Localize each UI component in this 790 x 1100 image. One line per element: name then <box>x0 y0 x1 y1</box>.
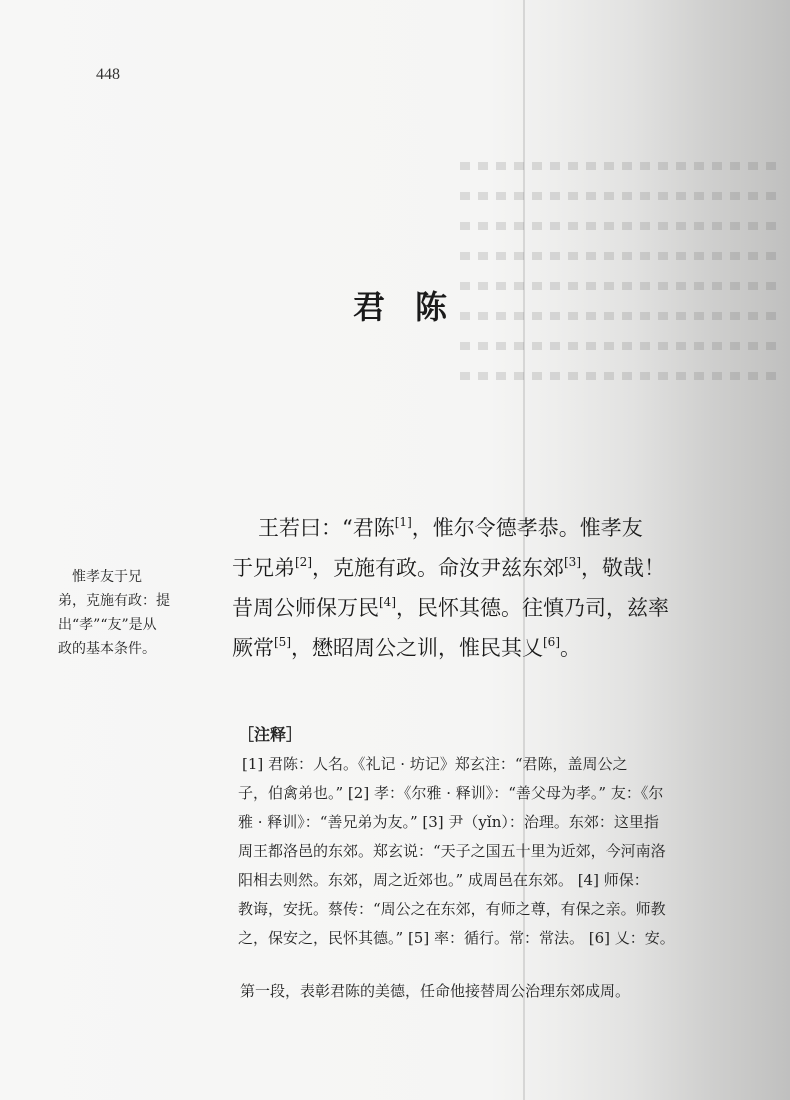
margin-note <box>58 565 182 661</box>
annotation-line: 之，保安之，民怀其德。” [5] 率：循行。常：常法。 [6] 乂：安。 <box>238 929 675 947</box>
chapter-title: 君陈 <box>352 288 477 326</box>
annotation-line: 雅 · 释训》：“善兄弟为友。” [3] 尹（yǐn）：治理。东郊：这里指 <box>238 813 659 831</box>
annotation-line: 周王都洛邑的东郊。郑玄说：“天子之国五十里为近郊，今河南洛 <box>238 842 666 860</box>
page-number: 448 <box>96 66 120 83</box>
annotation-line: [1] 君陈：人名。《礼记 · 坊记》郑玄注：“君陈，盖周公之 <box>242 755 628 773</box>
margin-note-line: 弟，克施有政：提 <box>58 593 170 609</box>
annotation-line: 阳相去则然。东郊，周之近郊也。” 成周邑在东郊。 [4] 师保： <box>238 871 649 889</box>
margin-note-line: 出“孝”“友”是从 <box>58 617 157 633</box>
main-text-line: 昔周公师保万民[4]，民怀其德。往慎乃司，兹率 <box>232 595 669 620</box>
annotations <box>238 750 688 953</box>
main-text-line: 王若曰：“君陈[1]，惟尔令德孝恭。惟孝友 <box>258 515 643 540</box>
annotation-line: 教诲，安抚。蔡传：“周公之在东郊，有师之尊，有保之亲。师教 <box>238 900 666 918</box>
annotation-line: 子，伯禽弟也。” [2] 孝：《尔雅 · 释训》：“善父母为孝。” 友：《尔 <box>238 784 664 802</box>
note-marker[interactable]: [2] <box>295 555 312 569</box>
note-marker[interactable]: [5] <box>274 635 291 649</box>
paragraph-summary: 第一段，表彰君陈的美德，任命他接替周公治理东郊成周。 <box>240 982 631 1000</box>
note-marker[interactable]: [1] <box>394 515 412 529</box>
margin-note-line: 惟孝友于兄 <box>72 569 142 585</box>
main-text <box>232 508 702 668</box>
bleed-through-text <box>460 140 780 420</box>
main-text-line: 于兄弟[2]，克施有政。命汝尹兹东郊[3]，敬哉！ <box>232 555 665 580</box>
margin-note-line: 政的基本条件。 <box>58 641 156 657</box>
main-text-line: 厥常[5]，懋昭周公之训，惟民其乂[6]。 <box>232 635 581 660</box>
note-marker[interactable]: [4] <box>379 595 396 609</box>
note-marker[interactable]: [6] <box>543 635 560 649</box>
notes-heading: ［注释］ <box>238 725 303 744</box>
note-marker[interactable]: [3] <box>564 555 581 569</box>
